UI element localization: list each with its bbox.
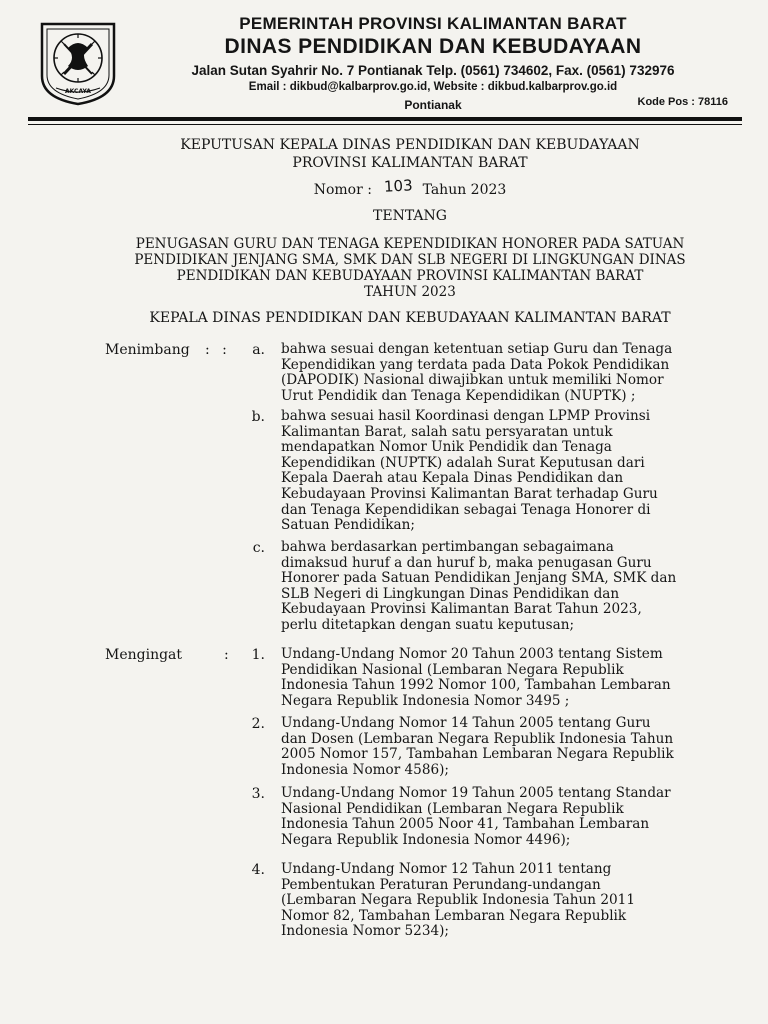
item-line: Pendidikan Nasional (Lembaran Negara Republik bbox=[281, 661, 624, 678]
government-name: PEMERINTAH PROVINSI KALIMANTAN BARAT bbox=[239, 14, 627, 33]
city-name: Pontianak bbox=[404, 98, 462, 112]
item-line: Negara Republik Indonesia Nomor 3495 ; bbox=[281, 692, 570, 709]
item-line: Pembentukan Peraturan Perundang-undangan bbox=[281, 876, 601, 893]
item-line: 2005 Nomor 157, Tambahan Lembaran Negara Republik bbox=[281, 746, 674, 763]
mengingat-marker: 4. bbox=[251, 862, 265, 878]
item-line: Indonesia Tahun 1992 Nomor 100, Tambahan Lembaran bbox=[281, 677, 671, 694]
item-line: Kependidikan yang terdata pada Data Pokok Pendidikan bbox=[281, 356, 670, 373]
decree-title-line: PROVINSI KALIMANTAN BARAT bbox=[292, 155, 528, 171]
item-line: Undang-Undang Nomor 14 Tahun 2005 tentang Guru bbox=[281, 715, 651, 731]
menimbang-item bbox=[281, 409, 702, 534]
menimbang-marker: a. bbox=[252, 342, 265, 358]
item-line: Indonesia Tahun 2005 Noor 41, Tambahan Lembaran bbox=[281, 816, 650, 833]
item-line: perlu ditetapkan dengan suatu keputusan; bbox=[281, 616, 575, 633]
mengingat-colon: : bbox=[224, 647, 229, 663]
item-line: Undang-Undang Nomor 19 Tahun 2005 tentang Standar bbox=[281, 785, 671, 801]
item-line: dimaksud huruf a dan huruf b, maka penugasan Guru bbox=[281, 554, 652, 571]
mengingat-marker: 2. bbox=[251, 716, 265, 732]
contact-line: Email : dikbud@kalbarprov.go.id, Website : dikbud.kalbarprov.go.id bbox=[248, 81, 618, 93]
item-line: Honorer pada Satuan Pendidikan Jenjang SMA, SMK dan bbox=[281, 570, 677, 587]
item-line: Kepala Daerah atau Kepala Dinas Pendidikan dan bbox=[281, 470, 624, 487]
mengingat-item bbox=[281, 786, 702, 848]
decree-title-line: KEPUTUSAN KEPALA DINAS PENDIDIKAN DAN KEBUDAYAAN bbox=[180, 137, 640, 153]
menimbang-marker: b. bbox=[251, 409, 265, 425]
item-line: Nasional Pendidikan (Lembaran Negara Republik bbox=[281, 800, 624, 817]
subject-line: PENUGASAN GURU DAN TENAGA KEPENDIDIKAN HONORER PADA SATUAN bbox=[135, 236, 685, 252]
menimbang-item bbox=[281, 342, 702, 404]
mengingat-marker: 3. bbox=[251, 786, 265, 802]
item-line: Kebudayaan Provinsi Kalimantan Barat terhadap Guru bbox=[281, 485, 658, 502]
item-line: Kebudayaan Provinsi Kalimantan Barat Tahun 2023, bbox=[281, 601, 642, 618]
number-value-handwritten: 103 bbox=[383, 176, 414, 196]
item-line: SLB Negeri di Lingkungan Dinas Pendidikan dan bbox=[281, 585, 620, 602]
decree-number bbox=[90, 176, 730, 198]
decree-subject bbox=[90, 236, 730, 300]
menimbang-colon: : : bbox=[205, 342, 231, 358]
mengingat-item bbox=[281, 716, 702, 778]
mengingat-marker: 1. bbox=[251, 647, 265, 663]
item-line: Urut Pendidik dan Tenaga Kependidikan (NUPTK) ; bbox=[281, 387, 636, 404]
letterhead-divider-thin bbox=[28, 124, 742, 125]
decree-title bbox=[90, 136, 730, 172]
address-line: Jalan Sutan Syahrir No. 7 Pontianak Telp. (0561) 734602, Fax. (0561) 732976 bbox=[191, 63, 675, 78]
mengingat-item bbox=[281, 647, 702, 709]
issuer-heading: KEPALA DINAS PENDIDIKAN DAN KEBUDAYAAN KALIMANTAN BARAT bbox=[149, 310, 671, 326]
item-line: bahwa berdasarkan pertimbangan sebagaimana bbox=[281, 539, 614, 555]
subject-line: TAHUN 2023 bbox=[364, 284, 456, 300]
letterhead-divider-thick bbox=[28, 117, 742, 121]
item-line: Negara Republik Indonesia Nomor 4496); bbox=[281, 831, 571, 848]
item-line: Nomor 82, Tambahan Lembaran Negara Republik bbox=[281, 907, 627, 924]
item-line: Indonesia Nomor 5234); bbox=[281, 923, 450, 940]
about-heading: TENTANG bbox=[373, 208, 447, 224]
item-line: (DAPODIK) Nasional diwajibkan untuk memiliki Nomor bbox=[281, 372, 664, 389]
mengingat-item bbox=[281, 862, 702, 940]
item-line: Satuan Pendidikan; bbox=[281, 517, 415, 534]
item-line: dan Dosen (Lembaran Negara Republik Indonesia Tahun bbox=[281, 730, 674, 747]
department-name: DINAS PENDIDIKAN DAN KEBUDAYAAN bbox=[224, 35, 642, 58]
menimbang-marker: c. bbox=[252, 540, 265, 556]
item-line: Indonesia Nomor 4586); bbox=[281, 761, 450, 778]
item-line: Undang-Undang Nomor 12 Tahun 2011 tentang bbox=[281, 861, 612, 877]
item-line: Undang-Undang Nomor 20 Tahun 2003 tentang Sistem bbox=[281, 646, 663, 662]
subject-line: PENDIDIKAN DAN KEBUDAYAAN PROVINSI KALIMANTAN BARAT bbox=[176, 268, 644, 284]
item-line: mendapatkan Nomor Unik Pendidik dan Tenaga bbox=[281, 439, 612, 456]
mengingat-label: Mengingat bbox=[105, 647, 183, 663]
logo-text: AKCAYA bbox=[65, 88, 91, 95]
year-label: Tahun 2023 bbox=[422, 182, 507, 198]
kalbar-crest-icon bbox=[34, 18, 122, 106]
number-label: Nomor : bbox=[313, 182, 372, 198]
item-line: (Lembaran Negara Republik Indonesia Tahun 2011 bbox=[281, 892, 635, 909]
menimbang-item bbox=[281, 540, 702, 634]
item-line: Kependidikan (NUPTK) adalah Surat Keputusan dari bbox=[281, 454, 645, 471]
item-line: Kalimantan Barat, salah satu persyaratan untuk bbox=[281, 423, 613, 440]
subject-line: PENDIDIKAN JENJANG SMA, SMK DAN SLB NEGERI DI LINGKUNGAN DINAS bbox=[134, 252, 686, 268]
item-line: dan Tenaga Kependidikan sebagai Tenaga Honorer di bbox=[281, 501, 651, 518]
postal-code: Kode Pos : 78116 bbox=[637, 96, 728, 108]
item-line: bahwa sesuai hasil Koordinasi dengan LPMP Provinsi bbox=[281, 408, 651, 424]
item-line: bahwa sesuai dengan ketentuan setiap Guru dan Tenaga bbox=[281, 341, 673, 357]
menimbang-label: Menimbang bbox=[105, 342, 190, 358]
